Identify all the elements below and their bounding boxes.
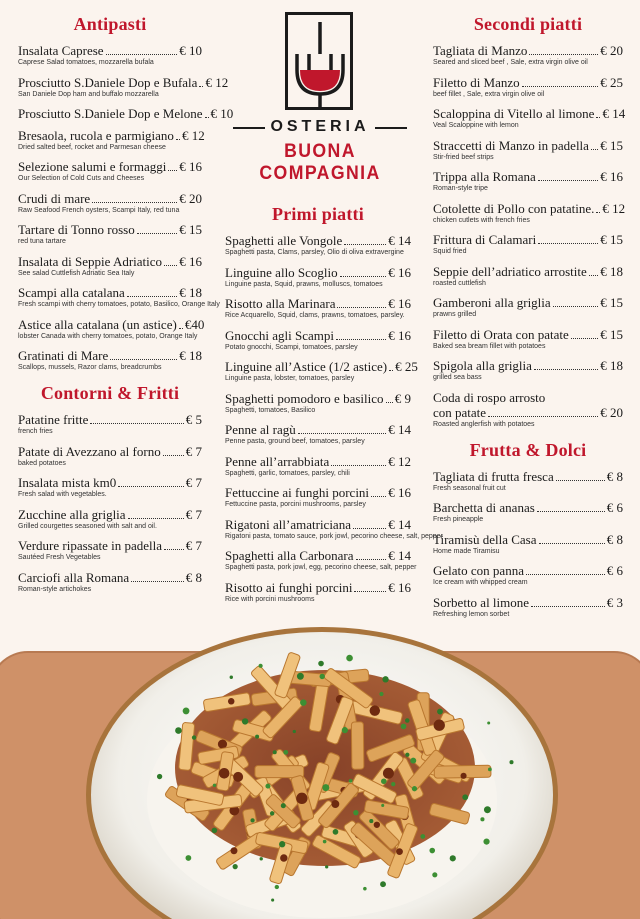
item-price: € 16 [388,327,411,343]
dot-leader [205,117,209,118]
dot-leader [526,574,605,575]
menu-item [225,233,411,258]
right-column [433,14,626,626]
item-price: € 16 [388,296,411,311]
menu-item [18,348,202,373]
item-name: Zucchine alla griglia [18,506,126,522]
left-column [18,14,234,601]
dot-leader [118,486,184,487]
dot-leader [538,243,598,244]
menu-item [433,200,626,226]
secondi-list [433,43,626,430]
item-description: Squid fried [433,248,467,255]
dot-leader [344,244,386,245]
dot-leader [488,416,598,417]
item-description: red tuna tartare [18,238,66,245]
item-name: Linguine all’Astice (1/2 astice) [225,359,388,374]
menu-item [433,232,623,257]
item-name: Seppie dell’adriatico arrostite [433,263,587,279]
item-description: Grilled courgettes seasoned with salt and oil. [18,522,157,530]
dot-leader [529,54,598,55]
restaurant-logo [231,8,409,188]
item-price: € 16 [600,169,623,184]
item-price: €40 [184,316,205,332]
item-price: € 16 [388,264,411,280]
dot-leader [522,86,599,87]
item-description: Linguine pasta, lobster, tomatoes, parsley [225,375,355,382]
item-description: chicken cutlets with french fries [433,216,530,224]
item-price: € 14 [388,548,411,563]
menu-item [433,75,623,100]
item-description: San Daniele Dop ham and buffalo mozzarella [18,90,159,98]
dot-leader [534,369,598,370]
item-description: Baked sea bream fillet with potatoes [433,342,546,350]
item-price: € 15 [600,326,623,342]
item-price: € 14 [388,422,411,437]
item-price: € 12 [388,453,411,469]
item-price: € 15 [179,222,202,237]
item-price: € 20 [600,404,623,420]
item-description: Penne pasta, ground beef, tomatoes, parsley [225,438,365,445]
item-name: Gratinati di Mare [18,348,109,363]
menu-item [18,159,202,184]
item-price: € 16 [179,253,202,269]
dot-leader [92,202,177,203]
item-price: € 7 [185,443,202,459]
brand-name-buona-compagnia: BUONA COMPAGNIA [259,141,381,184]
item-price: € 7 [185,538,202,553]
item-description: Fresh seasonal fruit cut [433,484,506,492]
dot-leader [596,117,600,118]
menu-item [225,454,411,479]
item-name: Tiramisù della Casa [433,531,537,547]
item-name: Rigatoni all’amatriciana [225,516,351,532]
contorni-list [18,412,202,595]
menu-item [225,296,411,321]
dot-leader [353,528,386,529]
item-price: € 12 [181,127,205,143]
item-name: Astice alla catalana (un astice) [18,316,177,332]
item-description: Caprese Salad tomatoes, mozzarella bufala [18,59,154,66]
dot-leader [386,402,393,403]
dot-leader [571,338,599,339]
menu-item [433,106,626,131]
dot-leader [340,276,387,277]
item-price: € 25 [395,359,418,374]
item-name: Filetto di Orata con patate [433,326,569,342]
dot-leader [538,180,598,181]
item-name: Gelato con panna [433,563,524,578]
item-name: Penne al ragù [225,422,296,437]
item-price: € 15 [600,295,623,310]
dot-leader [164,549,184,550]
menu-item [18,412,202,437]
dot-leader [531,606,605,607]
dot-leader [298,433,386,434]
menu-item [225,580,411,605]
item-description: Roasted anglerfish with potatoes [433,420,535,428]
menu-item [433,532,623,557]
dot-leader [553,306,599,307]
primi-list [225,233,443,605]
item-price: € 14 [388,233,411,248]
menu-item [433,169,623,194]
item-description: Rice with porcini mushrooms [225,595,315,603]
dot-leader [356,559,387,560]
item-description: Dried salted beef, rocket and Parmesan cheese [18,143,166,151]
item-price: € 10 [179,43,202,58]
item-description: Sautéed Fresh Vegetables [18,554,101,561]
item-name: Bresaola, rucola e parmigiano [18,127,174,143]
item-price: € 16 [388,579,411,595]
dot-leader [537,511,605,512]
item-name: Insalata mista km0 [18,475,117,490]
menu-item [225,391,411,416]
item-description: See salad Cuttlefish Adriatic Sea Italy [18,269,135,277]
menu-item [225,516,443,542]
antipasti-title: Antipasti [73,14,147,34]
item-name: Patatine fritte [18,412,89,427]
item-price: € 25 [600,74,623,90]
item-price: € 7 [185,475,202,490]
item-description: Fresh scampi with cherry tomatoes, potato, Basilico, Orange Italy [18,301,220,308]
item-name: Spaghetti alle Vongole [225,233,343,248]
item-name: Sorbetto al limone [433,594,530,610]
item-price: € 14 [388,516,411,532]
item-price: € 18 [600,358,623,373]
dot-leader [199,86,203,87]
dot-leader [106,54,178,55]
item-name: Insalata Caprese [18,43,104,58]
item-description: Home made Tiramisu [433,547,500,555]
item-name: Carciofi alla Romana [18,569,130,585]
item-price: € 20 [600,43,623,58]
menu-item [433,563,623,588]
dot-leader [539,543,605,544]
item-name: Tagliata di Manzo [433,43,528,58]
item-description: Spaghetti, tomatoes, Basilico [225,406,316,414]
primi-title: Primi piatti [272,204,364,224]
item-price: € 8 [185,569,202,585]
item-name: Verdure ripassate in padella [18,538,163,553]
menu-item [18,570,202,595]
dot-leader [90,423,183,424]
item-description: Rice Acquarello, Squid, clams, prawns, tomatoes, parsley. [225,312,405,319]
item-price: € 12 [602,200,626,216]
dot-leader [176,139,180,140]
item-description: beef fillet , Sale, extra virgin olive oil [433,90,545,98]
brand-name-osteria: OSTERIA [270,118,370,135]
item-description: Rigatoni pasta, tomato sauce, pork jowl, pecorino cheese, salt, pepper [225,532,443,540]
dot-leader [337,307,386,308]
pasta-dish-photo [0,630,640,914]
menu-item [433,264,623,289]
menu-item [433,595,623,620]
dot-leader [131,581,184,582]
menu-item [433,500,623,525]
item-name: Spaghetti pomodoro e basilico [225,390,384,406]
item-name: Filetto di Manzo [433,74,520,90]
item-price: € 18 [179,348,202,363]
item-description: Spaghetti pasta, pork jowl, egg, pecorino cheese, salt, pepper [225,564,417,571]
dot-leader [389,370,393,371]
item-name: Cotolette di Pollo con patatine. [433,200,595,216]
dot-leader [354,591,386,592]
dot-leader [137,233,178,234]
menu-item [18,285,220,310]
item-name-continued: con patate [433,404,487,420]
menu-item [18,254,202,279]
item-description: Potato gnocchi, Scampi, tomatoes, parsley [225,343,358,351]
item-name: Barchetta di ananas [433,500,535,515]
dot-leader [127,296,177,297]
item-price: € 9 [394,390,411,406]
menu-item [433,327,623,352]
dot-leader [168,170,177,171]
item-name: Prosciutto S.Daniele Dop e Bufala [18,74,198,90]
menu-item [18,316,205,342]
item-description: Ice cream with whipped cream [433,579,528,586]
dot-leader [589,275,598,276]
item-name: Spaghetti alla Carbonara [225,548,354,563]
dot-leader [371,496,386,497]
item-price: € 14 [602,106,626,121]
item-price: € 18 [179,285,202,300]
item-name: Prosciutto S.Daniele Dop e Melone [18,106,203,121]
menu-item [433,358,623,383]
item-description: baked potatoes [18,459,66,467]
item-name: Risotto ai funghi porcini [225,579,353,595]
item-description: french fries [18,428,53,435]
item-name: Linguine allo Scoglio [225,264,338,280]
item-description: Fresh salad with vegetables. [18,491,107,498]
item-description: lobster Canada with cherry tomatoes, potato, Orange Italy [18,332,198,340]
dot-leader [179,328,183,329]
item-description: Our Selection of Cold Cuts and Cheeses [18,175,145,182]
pasta-plate-illustration [0,630,640,914]
item-name: Scaloppina di Vitello al limone [433,106,595,121]
menu-item [18,191,202,216]
menu-item [433,390,623,430]
dot-leader [128,518,184,519]
antipasti-list [18,43,234,373]
item-price: € 10 [210,106,234,121]
item-price: € 8 [606,468,623,484]
item-name: Gnocchi agli Scampi [225,327,335,343]
dot-leader [331,465,386,466]
item-description: prawns grilled [433,311,477,318]
item-description: Seared and sliced beef , Sale, extra virgin olive oil [433,59,588,66]
middle-column [225,204,443,611]
item-name: Crudi di mare [18,190,91,206]
wine-glass-fork-icon [231,8,409,118]
dot-leader [164,265,177,266]
item-name: Coda di rospo arrosto [433,389,546,405]
item-description: Spaghetti pasta, Clams, parsley, Olio di oliva extravergine [225,249,404,256]
menu-item [18,507,202,532]
menu-item [18,74,229,100]
menu-item [18,43,202,68]
menu-item [225,548,417,573]
item-price: € 16 [179,159,202,174]
menu-item [225,485,411,510]
item-price: € 15 [600,232,623,247]
dot-leader [336,339,386,340]
item-price: € 8 [606,531,623,547]
dot-leader [596,212,600,213]
item-name: Fettuccine ai funghi porcini [225,485,370,500]
item-description: Refreshing lemon sorbet [433,610,510,618]
item-name: Tartare di Tonno rosso [18,222,135,237]
frutta-list [433,469,623,620]
menu-item [433,138,623,163]
menu-item [18,538,202,563]
contorni-title: Contorni & Fritti [40,383,180,403]
menu-item [18,444,202,469]
dot-leader [591,149,598,150]
brand-rule-right [375,127,407,129]
item-price: € 6 [606,500,623,515]
menu-item [225,359,418,384]
item-name: Penne all’arrabbiata [225,453,330,469]
menu-item [225,422,411,447]
item-name: Patate di Avezzano al forno [18,443,161,459]
item-price: € 5 [185,412,202,427]
item-description: Roman-style artichokes [18,585,92,593]
menu-item [433,469,623,494]
item-price: € 12 [205,74,229,90]
item-description: Scallops, mussels, Razor clams, breadcrumbs [18,364,162,371]
item-price: € 7 [185,506,202,522]
menu-item [433,43,623,68]
item-price: € 3 [606,594,623,610]
item-name: Insalata di Seppie Adriatico [18,253,163,269]
dot-leader [163,455,184,456]
item-name: Spigola alla griglia [433,358,532,373]
menu-item [225,265,411,290]
item-description: Roman-style tripe [433,185,488,192]
item-name: Risotto alla Marinara [225,296,336,311]
dot-leader [556,480,605,481]
frutta-title: Frutta & Dolci [469,439,587,460]
dot-leader [110,359,177,360]
item-name: Gamberoni alla griglia [433,295,551,310]
item-price: € 15 [600,137,623,153]
item-name: Frittura di Calamari [433,232,537,247]
secondi-title: Secondi piatti [473,14,583,34]
menu-item [433,295,623,320]
item-name: Tagliata di frutta fresca [433,468,554,484]
item-description: Fresh pineapple [433,516,484,523]
item-description: Spaghetti, garlic, tomatoes, parsley, chili [225,469,350,477]
item-description: Veal Scaloppine with lemon [433,122,519,129]
menu-item [18,127,205,153]
item-description: grilled sea bass [433,374,482,381]
item-description: roasted cuttlefish [433,279,486,287]
menu-item [225,328,411,353]
item-name: Trippa alla Romana [433,169,536,184]
item-price: € 18 [600,263,623,279]
menu-item [18,106,234,121]
item-description: Stir-fried beef strips [433,153,494,161]
item-name: Straccetti di Manzo in padella [433,137,589,153]
item-description: Linguine pasta, Squid, prawns, molluscs, tomatoes [225,280,383,288]
item-name: Scampi alla catalana [18,285,125,300]
item-price: € 16 [388,485,411,500]
menu-item [18,222,202,247]
item-price: € 20 [179,190,202,206]
item-description: Raw Seafood French oysters, Scampi Italy, red tuna [18,206,180,214]
menu-item [18,475,202,500]
item-price: € 6 [606,563,623,578]
item-description: Fettuccine pasta, porcini mushrooms, parsley [225,501,366,508]
item-name: Selezione salumi e formaggi [18,159,167,174]
